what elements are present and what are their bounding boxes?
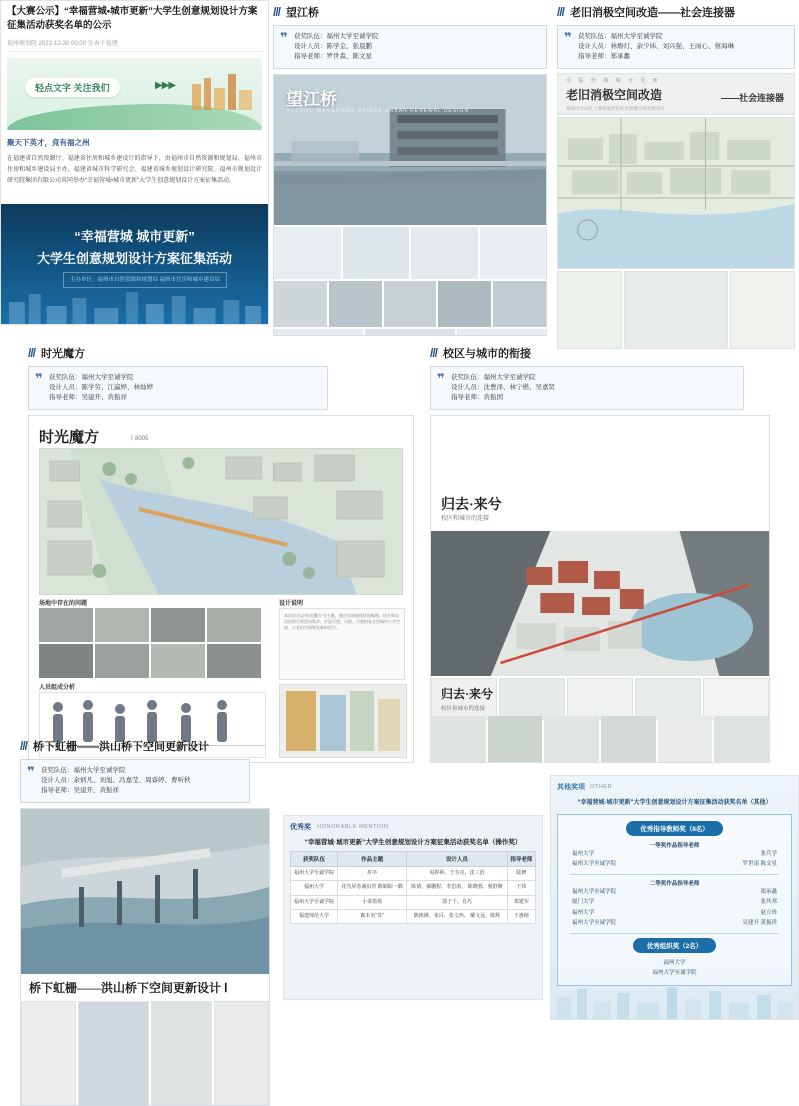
wangjiang-title-text: 望江桥 (286, 7, 320, 19)
issue-thumb (151, 644, 205, 678)
awards-inner-panel (557, 814, 792, 986)
awards-section1-chip: 优秀指导教师奖（8名） (626, 821, 723, 836)
issue-thumb (151, 608, 205, 642)
awards-group2-row (564, 887, 785, 897)
poster-skyline-icon (1, 286, 268, 324)
wechat-follow-banner[interactable] (7, 58, 262, 130)
xiaoqu-section-title (430, 345, 770, 361)
awards-group2-title: 二等奖作品指导老师 (649, 880, 700, 887)
cell-advisor: 王炜 (507, 881, 535, 895)
shiguang-board (28, 415, 414, 763)
photo-thumb (329, 281, 382, 327)
col-designers: 设计人员 (407, 852, 508, 867)
article-meta: 福州规划院 2022-12-30 00:00 发表于福建 (7, 38, 262, 52)
shiguang-plan-drawing (279, 684, 407, 758)
analysis-thumb (635, 678, 701, 720)
cell-theme: 花鸟屏苏满沿青 陈姻陌一隅 (337, 881, 406, 895)
quote-icon: ❞ (35, 371, 43, 386)
article-body: 在福建省自然资源厅、福建省住房和城乡建设厅的指导下，由福州市自然资源和规划局、福州市住房和城乡建设局主办，福建省城市科学研究会、福建省城乡规划设计研究院、福州市规划设计研究院集团有限公司共同举办“幸福营城•城市更新”大学生创意规划设计方案征集活动。 (7, 155, 262, 184)
credit-advisors: 指导老师：吴建开、黄振祥 (41, 787, 119, 795)
award-school: 福州大学 (572, 909, 595, 916)
award-school: 福州大学至诚学院 (572, 861, 617, 868)
banner-arrow-icon: ▶▶▶ (155, 79, 176, 91)
wangjiang-board-title: 望江桥 (286, 90, 337, 110)
qiaoxia-board (20, 808, 270, 1106)
wangjiang-photo-strip (274, 281, 546, 327)
bottom-thumb (601, 716, 656, 762)
bottom-thumb (714, 716, 769, 762)
analysis-thumb (567, 678, 633, 720)
org-award-2: 福州大学至诚学院 (652, 970, 697, 977)
bottom-thumb (658, 716, 713, 762)
quote-icon: ❞ (437, 371, 445, 386)
xiaoqu-credits (430, 366, 744, 410)
campus-aerial-illustration (431, 531, 769, 676)
banner-cta-label[interactable]: 轻点文字 关注我们 (25, 78, 120, 97)
shiguang-people-caption: 人员组成分析 (39, 685, 76, 692)
detail-thumb (457, 329, 546, 336)
xiaoqu-aerial-render (431, 531, 769, 676)
award-teacher: 张兵学 (760, 851, 777, 857)
bridge-render-illustration (21, 809, 269, 974)
entry-campus-city-link (430, 345, 770, 715)
entry-old-space-renewal (551, 0, 799, 325)
laojiu-section-title (557, 4, 795, 20)
analysis-thumb (703, 678, 769, 720)
laojiu-credits (557, 25, 795, 69)
quote-icon: ❞ (564, 30, 572, 45)
wangjiang-diagram-strip (274, 227, 546, 279)
qiaoxia-hero-render (21, 809, 269, 974)
laojiu-header-subtitle: ——社会连接器 (720, 93, 784, 104)
city-skyline-icon (188, 70, 258, 110)
photo-thumb (384, 281, 437, 327)
cell-designers: 郭子千、肖巧 (407, 895, 508, 909)
poster-organizer-note: 主办单位：福州市自然资源和规划局 福州市住房和城乡建设局 (63, 272, 227, 288)
table-row (291, 867, 536, 881)
detail-panel (730, 271, 795, 349)
shiguang-design-statement: 本次设计以“时光魔方”为主题，通过对场地现状的梳理，结合周边居民的日常活动需求，打造可变、可游、可憩的复合型城市公共空间，让老旧空间焕发新的活力。 (279, 608, 405, 680)
poster-image (1, 204, 268, 324)
awards-header (557, 782, 792, 792)
detail-thumb (274, 329, 363, 336)
credit-designers: 设计人员：林燎灯、余少炜、刘兴强、王雨心、蔡海琳 (578, 43, 734, 51)
qiaoxia-credits (20, 759, 250, 803)
cell-theme: 小菜篮篮 (337, 895, 406, 909)
photo-thumb (274, 281, 327, 327)
honor-table (290, 851, 536, 924)
other-awards-card (550, 775, 799, 1020)
qiaoxia-section-title (20, 738, 270, 754)
honor-header (290, 822, 536, 832)
awards-group1-row (564, 849, 785, 859)
cell-designers: 易婷婷、王有亮、沈三治 (407, 867, 508, 881)
shiguang-issues-caption: 场地中存在的问题 (39, 601, 88, 608)
entry-under-bridge (20, 738, 270, 1060)
xiaoqu-bottom-subtitle: 校区和城市的连接 (441, 706, 486, 713)
credit-team: 获奖队伍：福州大学至诚学院 (49, 374, 134, 381)
shiguang-issue-thumbnails (39, 608, 264, 678)
awards-badge-en: OTHER (590, 784, 613, 790)
laojiu-header-caption: 福州市仓山区上渡街道老旧社区消极空间更新设计 (566, 106, 665, 112)
laojiu-header-kicker: 幸 福 营 城 城 市 更 新 (566, 78, 661, 85)
divider (570, 933, 779, 934)
table-row (291, 909, 536, 923)
article-subhead: 聚天下英才，竞有福之州 (7, 137, 90, 147)
article-card (0, 0, 269, 325)
photo-thumb (493, 281, 546, 327)
credit-advisors: 指导老师：黄振国 (451, 394, 503, 402)
bottom-thumb (488, 716, 543, 762)
lower-thumb (78, 1001, 149, 1106)
cell-advisor: 陆修 (507, 867, 535, 881)
bottom-thumb (431, 716, 486, 762)
award-teacher: 罗世南 陈文星 (742, 861, 777, 868)
award-school: 福州大学至诚学院 (572, 888, 617, 895)
awards-title: “幸福营城·城市更新”大学生创意规划设计方案征集活动获奖名单（其他） (577, 800, 772, 806)
entry-time-cube (28, 345, 414, 715)
xiaoqu-board (430, 415, 770, 763)
plan-drawing-illustration (280, 685, 406, 757)
wangjiang-hero-photo (274, 75, 546, 225)
honor-badge: 优秀奖 (290, 824, 311, 831)
awards-group2-row (564, 897, 785, 907)
laojiu-lower-strip (557, 271, 795, 349)
award-school: 厦门大学 (572, 899, 595, 906)
wangjiang-credits (273, 25, 547, 69)
issue-thumb (95, 644, 149, 678)
award-teacher: 赵立珍 (760, 909, 777, 916)
credit-advisors: 指导老师：郑承蠡 (578, 53, 630, 61)
cell-team: 福州大学 (291, 881, 338, 895)
photo-thumb (438, 281, 491, 327)
xiaoqu-bottom-strip (431, 716, 769, 762)
slash-icon: /// (273, 5, 281, 19)
issue-thumb (207, 644, 261, 678)
cell-designers: 陈倩、郝鹏程、李思雨、 陈晓蓉、蔡舒姬 (407, 881, 508, 895)
awards-group1-title: 一等奖作品指导老师 (649, 843, 700, 849)
qiaoxia-board-title: 桥下虹栅——洪山桥下空间更新设计 Ⅰ (29, 981, 228, 996)
award-school: 福州大学 (572, 851, 595, 857)
credit-team: 获奖队伍：福州大学至诚学院 (41, 767, 126, 774)
issue-thumb (207, 608, 261, 642)
issue-thumb (95, 608, 149, 642)
table-row (291, 881, 536, 895)
entry-wangjiang-bridge (269, 0, 551, 325)
slash-icon: /// (557, 5, 565, 19)
credit-designers: 设计人员：陈学劳、江瀛婷、林灿婷 (49, 384, 153, 392)
diagram-thumb (343, 227, 410, 279)
shiguang-board-title: 时光魔方 (39, 430, 100, 447)
site-plan-illustration (558, 118, 794, 268)
cell-theme: 森木名“苏” (337, 909, 406, 923)
col-team: 获奖队伍 (291, 852, 338, 867)
wangjiang-detail-strip (274, 329, 546, 336)
honorable-mention-card (283, 815, 543, 1000)
quote-icon: ❞ (280, 30, 288, 45)
cell-team: 福州大学至诚学院 (291, 867, 338, 881)
credit-advisors: 指导老师：罗世森、陈文星 (294, 53, 372, 61)
lower-thumb (214, 1001, 269, 1106)
aerial-render-illustration (40, 449, 402, 594)
article-headline: 【大赛公示】“幸福营城•城市更新”大学生创意规划设计方案征集活动获奖名单的公示 (7, 6, 258, 31)
cell-team: 福建师范大学 (291, 909, 338, 923)
wangjiang-board (273, 74, 547, 336)
laojiu-site-plan (557, 117, 795, 269)
award-teacher: 郑承蠡 (760, 888, 777, 895)
credit-designers: 设计人员：余炳凡、刘旭、冯嘉莹、周睿婷、曹听秋 (41, 777, 191, 785)
laojiu-title-text: 老旧消极空间改造——社会连接器 (570, 7, 736, 19)
shiguang-title-text: 时光魔方 (41, 348, 86, 360)
award-school: 福州大学至诚学院 (572, 920, 617, 927)
cell-advisor: 王惠榕 (507, 909, 535, 923)
credit-advisors: 指导老师：吴建开、黄振祥 (49, 394, 127, 402)
credit-team: 获奖队伍：福州大学至诚学院 (294, 33, 379, 40)
cell-theme: 圻亭 (337, 867, 406, 881)
detail-thumb (365, 329, 454, 336)
lower-thumb (21, 1001, 76, 1106)
credit-designers: 设计人员：陈学金、张晨鹏 (294, 43, 372, 51)
honor-table-title: “幸福营城·城市更新”大学生创意规划设计方案征集活动获奖名单（操作奖） (304, 839, 522, 846)
shiguang-statement-caption: 设计说明 (279, 601, 304, 608)
honor-badge-en: HONORABLE MENTION (317, 824, 389, 830)
table-row (291, 895, 536, 909)
xiaoqu-bottom-title: 归去·来兮 (441, 687, 494, 702)
shiguang-credits (28, 366, 328, 410)
wangjiang-board-subtitle: FUZHOU WANGJIANG BRIDGE URBAN RENEWAL DESIGN (287, 108, 470, 115)
xiaoqu-board-subtitle: 校区和城市的连接 (441, 516, 490, 523)
slash-icon: /// (20, 739, 28, 753)
poster-title-line1: “幸福营城 城市更新” (74, 229, 195, 244)
awards-section2-chip: 优秀组织奖（2名） (633, 938, 717, 953)
laojiu-board-header (557, 73, 795, 115)
issue-thumb (39, 644, 93, 678)
diagram-thumb (411, 227, 478, 279)
quote-icon: ❞ (27, 764, 35, 779)
shiguang-board-number: 丨8005 (129, 436, 149, 443)
qiaoxia-title-text: 桥下虹栅——洪山桥下空间更新设计 (33, 741, 210, 753)
diagram-thumb (274, 227, 341, 279)
awards-badge: 其他奖项 (557, 784, 585, 791)
table-header-row (291, 852, 536, 867)
cell-team: 福州大学至诚学院 (291, 895, 338, 909)
cell-designers: 陈铭锋、朱目、张文西、 戴文远、陈辉 (407, 909, 508, 923)
cell-advisor: 郑建军 (507, 895, 535, 909)
credit-team: 获奖队伍：福州大学至诚学院 (451, 374, 536, 381)
org-award-1: 福州大学 (663, 959, 686, 966)
qiaoxia-lower-strip (21, 1001, 269, 1106)
laojiu-header-title: 老旧消极空间改造 (566, 88, 663, 103)
award-teacher: 吴建开 黄振祥 (742, 920, 777, 927)
awards-group2-row (564, 918, 785, 928)
shiguang-aerial-render (39, 448, 403, 595)
credit-designers: 设计人员：沈豊泽、林宁楷、吴嘉贤 (451, 384, 555, 392)
xiaoqu-title-text: 校区与城市的衔接 (443, 348, 532, 360)
credit-team: 获奖队伍：福州大学至诚学院 (578, 33, 663, 40)
awards-skyline-icon (551, 979, 799, 1019)
diagram-thumb (480, 227, 547, 279)
section-panel (624, 271, 727, 349)
article-header (1, 1, 268, 52)
awards-group2-row (564, 908, 785, 918)
col-advisor: 指导老师 (507, 852, 535, 867)
wangjiang-section-title (273, 4, 547, 20)
xiaoqu-board-title: 归去·来兮 (441, 498, 502, 514)
slash-icon: /// (28, 346, 36, 360)
analysis-thumb (499, 678, 565, 720)
bottom-thumb (544, 716, 599, 762)
poster-title-line2: 大学生创意规划设计方案征集活动 (36, 251, 232, 266)
analysis-panel (557, 271, 622, 349)
lower-thumb (151, 1001, 212, 1106)
awards-group1-row (564, 859, 785, 869)
issue-thumb (39, 608, 93, 642)
col-theme: 作品主题 (337, 852, 406, 867)
award-teacher: 张其邦 (760, 899, 777, 906)
slash-icon: /// (430, 346, 438, 360)
divider (570, 874, 779, 875)
shiguang-section-title (28, 345, 414, 361)
